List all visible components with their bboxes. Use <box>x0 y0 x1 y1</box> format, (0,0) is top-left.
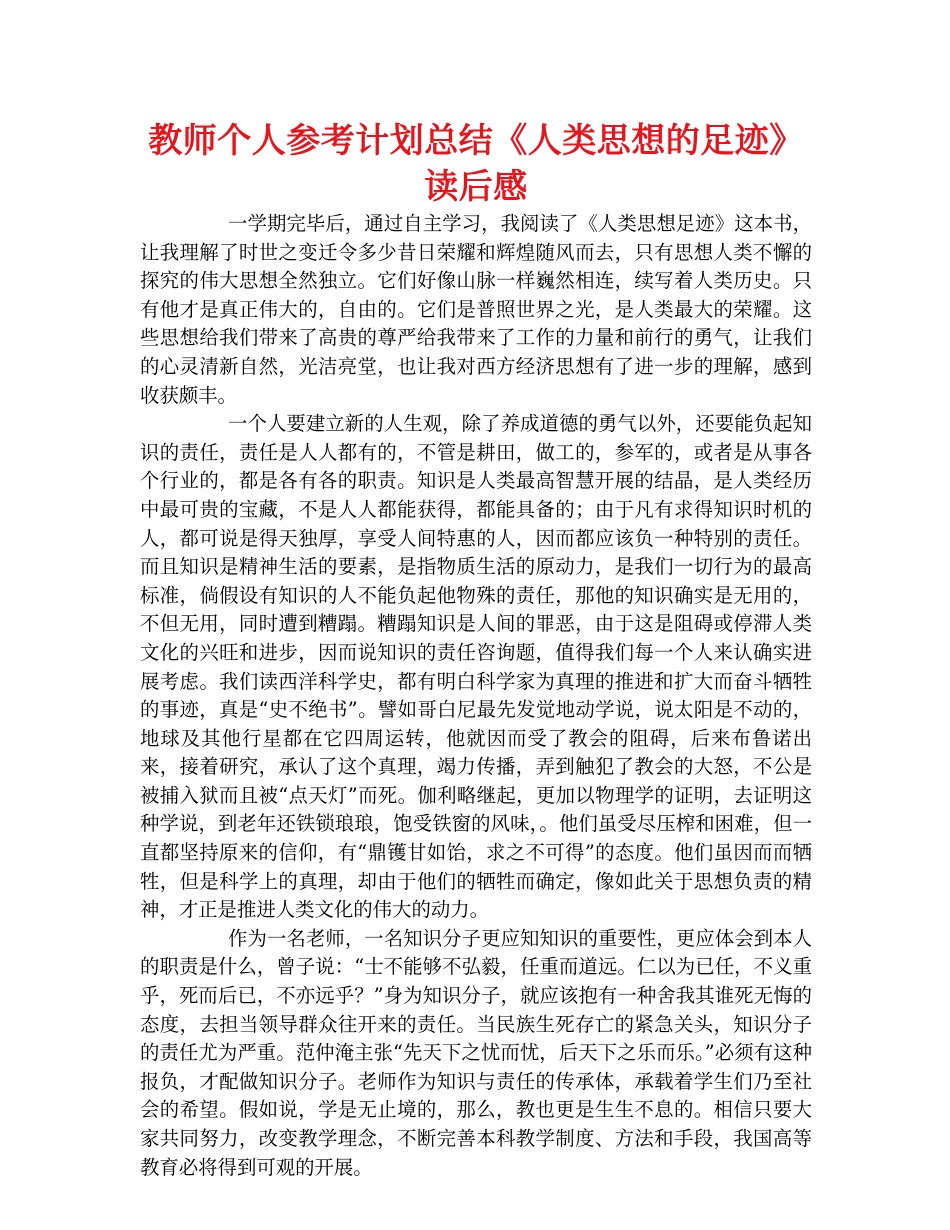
document-page <box>140 118 812 1182</box>
paragraph-2: 一个人要建立新的人生观，除了养成道德的勇气以外，还要能负起知识的责任，责任是人人都有的，不管是耕田，做工的，参军的，或者是从事各个行业的，都是各有各的职责。知识是人类最高智慧开展的结晶，是人类经历中最可贵的宝藏，不是人人都能获得，都能具备的；由于凡有求得知识时机的人，都可说是得天独厚，享受人间特惠的人，因而都应该负一种特别的责任。而且知识是精神生活的要素，是指物质生活的原动力，是我们一切行为的最高标准，倘假设有知识的人不能负起他物殊的责任，那他的知识确实是无用的，不但无用，同时遭到糟蹋。糟蹋知识是人间的罪恶，由于这是阻碍或停滞人类文化的兴旺和进步，因而说知识的责任咨询题，值得我们每一个人来认确实进展考虑。我们读西洋科学史，都有明白科学家为真理的推进和扩大而奋斗牺牲的事迹，真是“史不绝书”。譬如哥白尼最先发觉地动学说，说太阳是不动的，地球及其他行星都在它四周运转，他就因而受了教会的阻碍，后来布鲁诺出来，接着研究，承认了这个真理，竭力传播，弄到触犯了教会的大怒，不公是被捕入狱而且被“点天灯”而死。伽利略继起，更加以物理学的证明，去证明这种学说，到老年还铁锁琅琅，饱受铁窗的风味，。他们虽受尽压榨和困难，但一直都坚持原来的信仰，有“鼎镬甘如饴，求之不可得”的态度。他们虽因而而牺牲，但是科学上的真理，却由于他们的牺牲而确定，像如此关于思想负责的精神，才正是推进人类文化的伟大的动力。 <box>140 412 812 922</box>
paragraph-3: 作为一名老师，一名知识分子更应知知识的重要性，更应体会到本人的职责是什么，曾子说：“士不能够不弘毅，任重而道远。仁以为已任，不义重乎，死而后已，不亦远乎？”身为知识分子，就应该抱有一种舍我其谁死无悔的态度，去担当领导群众往开来的责任。当民族生死存亡的紧急关头，知识分子的责任尤为严重。范仲淹主张“先天下之忧而忧，后天下之乐而乐。”必须有这种报负，才配做知识分子。老师作为知识与责任的传承体，承载着学生们乃至社会的希望。假如说，学是无止境的，那么，教也更是生生不息的。相信只要大家共同努力，改变教学理念，不断完善本科教学制度、方法和手段，我国高等教育必将得到可观的开展。 <box>140 926 812 1179</box>
paragraph-1: 一学期完毕后，通过自主学习，我阅读了《人类思想足迹》这本书，让我理解了时世之变迁令多少昔日荣耀和辉煌随风而去，只有思想人类不懈的探究的伟大思想全然独立。它们好像山脉一样巍然相连，续写着人类历史。只有他才是真正伟大的，自由的。它们是普照世界之光，是人类最大的荣耀。这些思想给我们带来了高贵的尊严给我带来了工作的力量和前行的勇气，让我们的心灵清新自然，光洁亮堂，也让我对西方经济思想有了进一步的理解，感到收获颇丰。 <box>140 212 812 407</box>
document-body <box>140 210 812 1182</box>
page-title: 教师个人参考计划总结《人类思想的足迹》读后感 <box>148 121 804 207</box>
